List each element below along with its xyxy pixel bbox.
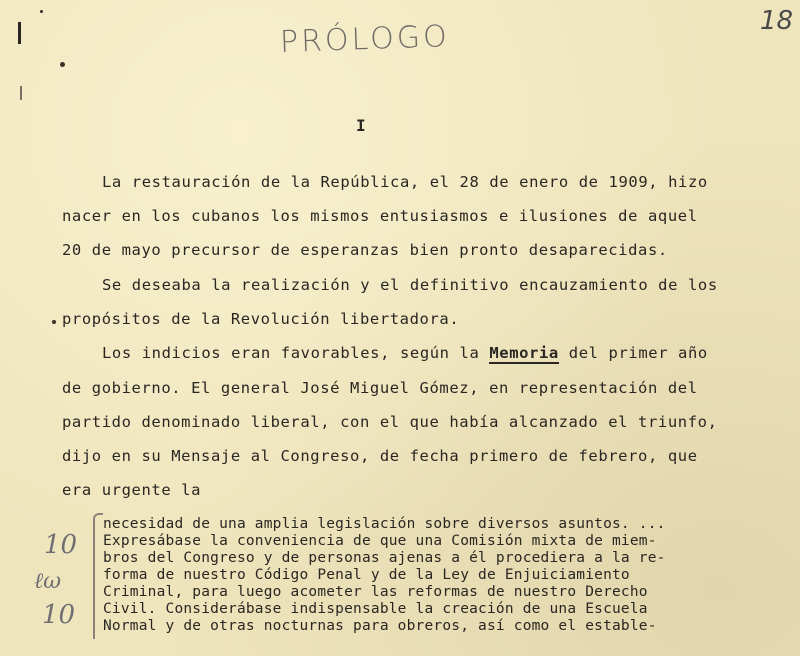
quote-line: forma de nuestro Código Penal y de la Ley de Enjuiciamiento — [103, 567, 630, 583]
body-line-text: Los indicios eran favorables, según la — [102, 344, 490, 362]
quote-line: Expresábase la conveniencia de que una Comisión mixta de miem- — [103, 533, 657, 549]
body-line: La restauración de la República, el 28 de enero de 1909, hizo — [102, 173, 708, 191]
body-line: Se deseaba la realización y el definitivo encauzamiento de los — [102, 276, 718, 294]
body-line: era urgente la — [62, 481, 202, 499]
handwritten-title: PRÓLOGO — [279, 19, 451, 60]
margin-scribble: ℓω — [34, 569, 62, 594]
body-line: de gobierno. El general José Miguel Gómez, en representación del — [62, 379, 698, 397]
quote-line: bros del Congreso y de personas ajenas a él procediera a la re- — [103, 550, 666, 566]
memoria-title: Memoria — [489, 344, 559, 362]
body-line: nacer en los cubanos los mismos entusiasmos e ilusiones de aquel — [62, 207, 698, 225]
quote-line: Criminal, para luego acometer las reformas de nuestro Derecho — [103, 584, 648, 600]
ink-speck — [40, 10, 43, 13]
quote-line: Civil. Considerábase indispensable la creación de una Escuela — [103, 601, 648, 617]
edge-mark — [20, 86, 22, 100]
ink-speck — [60, 62, 65, 67]
quote-line: necesidad de una amplia legislación sobre diversos asuntos. ... — [103, 516, 666, 532]
body-line-text: del primer año — [558, 344, 708, 362]
body-line — [102, 344, 708, 362]
margin-note: 10 — [44, 530, 78, 560]
body-line: dijo en su Mensaje al Congreso, de fecha primero de febrero, que — [62, 447, 698, 465]
section-heading: I — [356, 116, 367, 135]
ink-speck — [52, 320, 56, 324]
edge-mark — [18, 22, 21, 44]
margin-note: 10 — [42, 600, 76, 630]
quote-bracket — [93, 513, 103, 639]
body-line: partido denominado liberal, con el que había alcanzado el triunfo, — [62, 413, 718, 431]
body-line: propósitos de la Revolución libertadora. — [62, 310, 460, 328]
quote-line: Normal y de otras nocturnas para obreros, así como el estable- — [103, 618, 657, 634]
body-line: 20 de mayo precursor de esperanzas bien pronto desaparecidas. — [62, 241, 668, 259]
page-number: 18 — [760, 6, 794, 36]
